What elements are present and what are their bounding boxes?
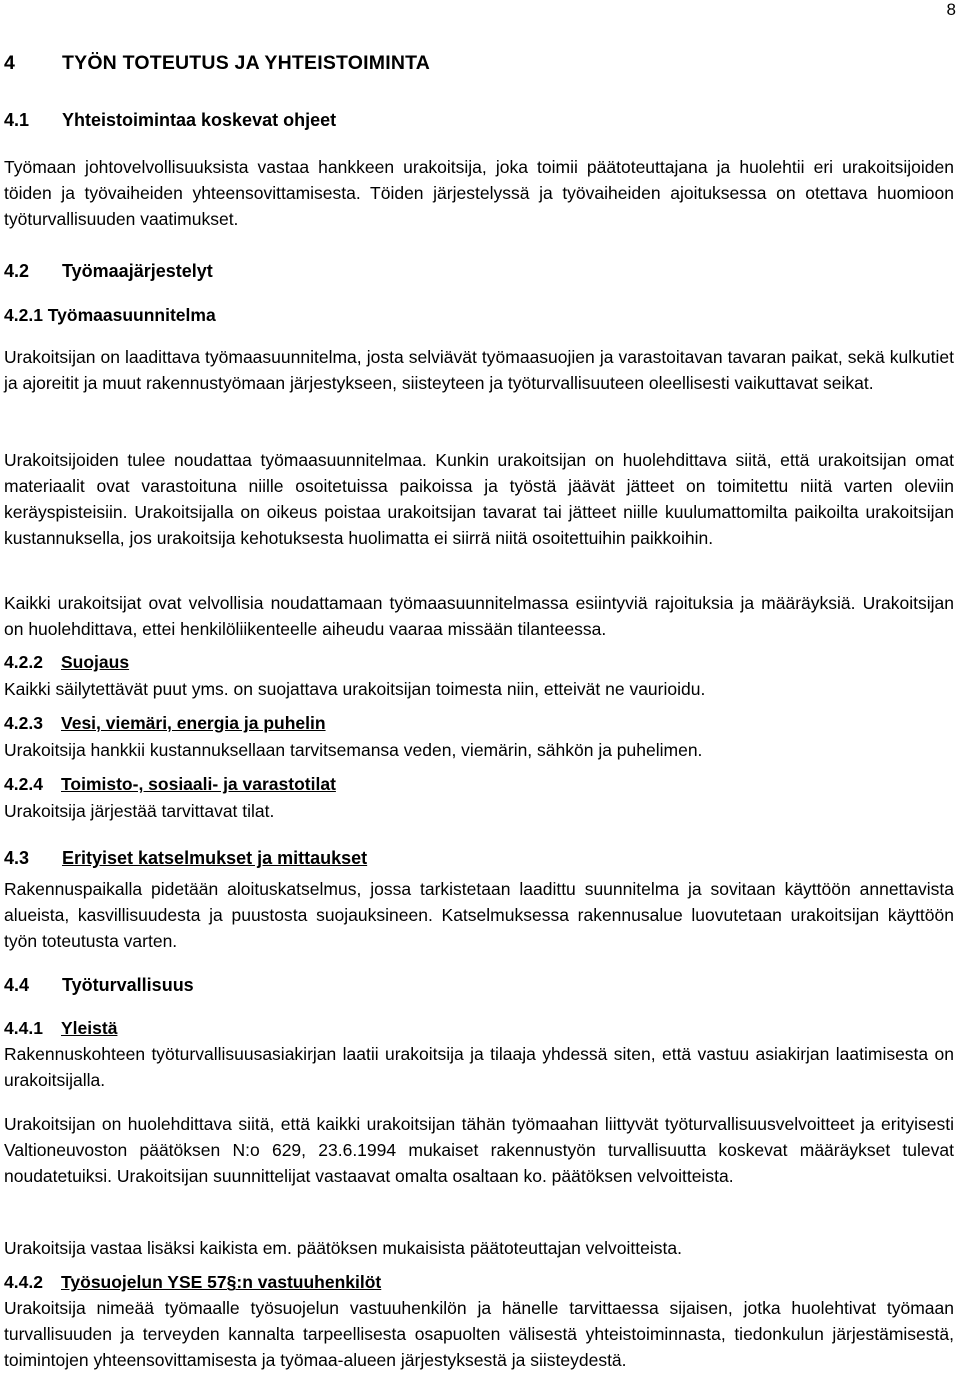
heading-number: 4.1 <box>4 110 30 130</box>
heading-section-4-2-2 <box>4 652 129 673</box>
heading-number: 4.4.1 <box>4 1018 43 1038</box>
heading-number: 4.4.2 <box>4 1272 43 1292</box>
heading-title: Suojaus <box>61 652 130 672</box>
heading-title: Yleistä <box>61 1018 118 1038</box>
heading-title: Yhteistoimintaa koskevat ohjeet <box>62 110 337 130</box>
heading-section-4-2 <box>4 261 213 282</box>
paragraph-4-2-4-1: Urakoitsija järjestää tarvittavat tilat. <box>4 801 275 821</box>
heading-title: Työsuojelun YSE 57§:n vastuuhenkilöt <box>61 1272 382 1292</box>
heading-number: 4.2.2 <box>4 652 43 672</box>
paragraph-4-2-1-2: Urakoitsijoiden tulee noudattaa työmaasuunnitelmaa. Kunkin urakoitsijan on huolehdittava siitä, että urakoitsijan omat materiaalit ovat varastoituna niille osoitetuissa paikoissa ja työstä jäävät jätteet on toimitettu niitä varten oleviin keräyspisteisiin. Urakoitsijalla on oikeus poistaa urakoitsijan tavarat tai jätteet niille kuulumattomilta paikoilta urakoitsijan kustannuksella, jos urakoitsija kehotuksesta huolimatta ei siirrä niitä osoitettuihin paikkoihin. <box>4 450 954 548</box>
heading-number: 4.3 <box>4 848 30 868</box>
paragraph-4-2-2-1: Kaikki säilytettävät puut yms. on suojattava urakoitsijan toimesta niin, etteivät ne vaurioidu. <box>4 679 706 699</box>
heading-number: 4.4 <box>4 975 30 995</box>
paragraph-4-2-3-1: Urakoitsija hankkii kustannuksellaan tarvitsemansa veden, viemärin, sähkön ja puhelimen. <box>4 740 703 760</box>
heading-section-4-4-2 <box>4 1272 381 1293</box>
heading-title: Vesi, viemäri, energia ja puhelin <box>61 713 326 733</box>
page-number: 8 <box>946 0 956 19</box>
heading-section-4-2-4 <box>4 774 336 795</box>
heading-section-4-2-1: 4.2.1 Työmaasuunnitelma <box>4 305 216 325</box>
paragraph-4-1-1: Työmaan johtovelvollisuuksista vastaa hankkeen urakoitsija, joka toimii päätoteuttajana ja huolehtii eri urakoitsijoiden töiden ja työvaiheiden yhteensovittamisesta. Töiden järjestelyssä ja työvaiheiden ajoituksessa on otettava huomioon työturvallisuuden vaatimukset. <box>4 157 954 229</box>
paragraph-4-2-1-3: Kaikki urakoitsijat ovat velvollisia noudattamaan työmaasuunnitelmassa esiintyviä rajoituksia ja määräyksiä. Urakoitsijan on huolehdittava, ettei henkilöliikenteelle aiheudu vaaraa missään tilanteessa. <box>4 593 954 639</box>
heading-title: Työturvallisuus <box>62 975 194 995</box>
heading-section-4 <box>4 52 430 75</box>
heading-section-4-2-3 <box>4 713 326 734</box>
heading-number: 4.2 <box>4 261 30 281</box>
heading-number: 4 <box>4 52 16 74</box>
heading-section-4-1 <box>4 110 336 131</box>
heading-title: Työmaajärjestelyt <box>62 261 213 281</box>
paragraph-4-3-1: Rakennuspaikalla pidetään aloituskatselmus, jossa tarkistetaan laadittu suunnitelma ja sovitaan käyttöön annettavista alueista, kasvillisuudesta ja puustosta suojauksineen. Katselmuksessa rakennusalue luovutetaan urakoitsijan käyttöön työn toteutusta varten. <box>4 879 954 951</box>
paragraph-4-4-1-2: Urakoitsijan on huolehdittava siitä, että kaikki urakoitsijan tähän työmaahan liittyvät työturvallisuusvelvoitteet ja erityisesti Valtioneuvoston päätöksen N:o 629, 23.6.1994 mukaiset rakennustyön turvallisuutta koskevat määräykset tulevat noudatetuiksi. Urakoitsijan suunnittelijat vastaavat omalta osaltaan ko. päätöksen velvoitteista. <box>4 1114 954 1186</box>
heading-section-4-4-1 <box>4 1018 117 1039</box>
heading-title: Toimisto-, sosiaali- ja varastotilat <box>61 774 336 794</box>
paragraph-4-2-1-1: Urakoitsijan on laadittava työmaasuunnitelma, josta selviävät työmaasuojien ja varastoitavan tavaran paikat, sekä kulkutiet ja ajoreitit ja muut rakennustyömaan järjestykseen, siisteyteen ja työturvallisuuteen oleellisesti vaikuttavat seikat. <box>4 347 954 393</box>
heading-title: TYÖN TOTEUTUS JA YHTEISTOIMINTA <box>62 52 431 74</box>
heading-section-4-3 <box>4 848 367 869</box>
heading-number: 4.2.4 <box>4 774 43 794</box>
heading-number: 4.2.3 <box>4 713 43 733</box>
heading-section-4-4 <box>4 975 194 996</box>
paragraph-4-4-1-3: Urakoitsija vastaa lisäksi kaikista em. päätöksen mukaisista päätoteuttajan velvoitteista. <box>4 1238 682 1258</box>
paragraph-4-4-2-1: Urakoitsija nimeää työmaalle työsuojelun vastuuhenkilön ja hänelle tarvittaessa sijaisen, jotka huolehtivat työmaan turvallisuuden ja terveyden kannalta tarpeellisesta osapuolten välisestä yhteistoiminnasta, tiedonkulun järjestämisestä, toimintojen yhteensovittamisesta ja työmaa-alueen järjestyksestä ja siisteydestä. <box>4 1298 954 1370</box>
heading-title: Erityiset katselmukset ja mittaukset <box>62 848 368 868</box>
paragraph-4-4-1-1: Rakennuskohteen työturvallisuusasiakirjan laatii urakoitsija ja tilaaja yhdessä siten, että vastuu asiakirjan laatimisesta on urakoitsijalla. <box>4 1044 954 1090</box>
